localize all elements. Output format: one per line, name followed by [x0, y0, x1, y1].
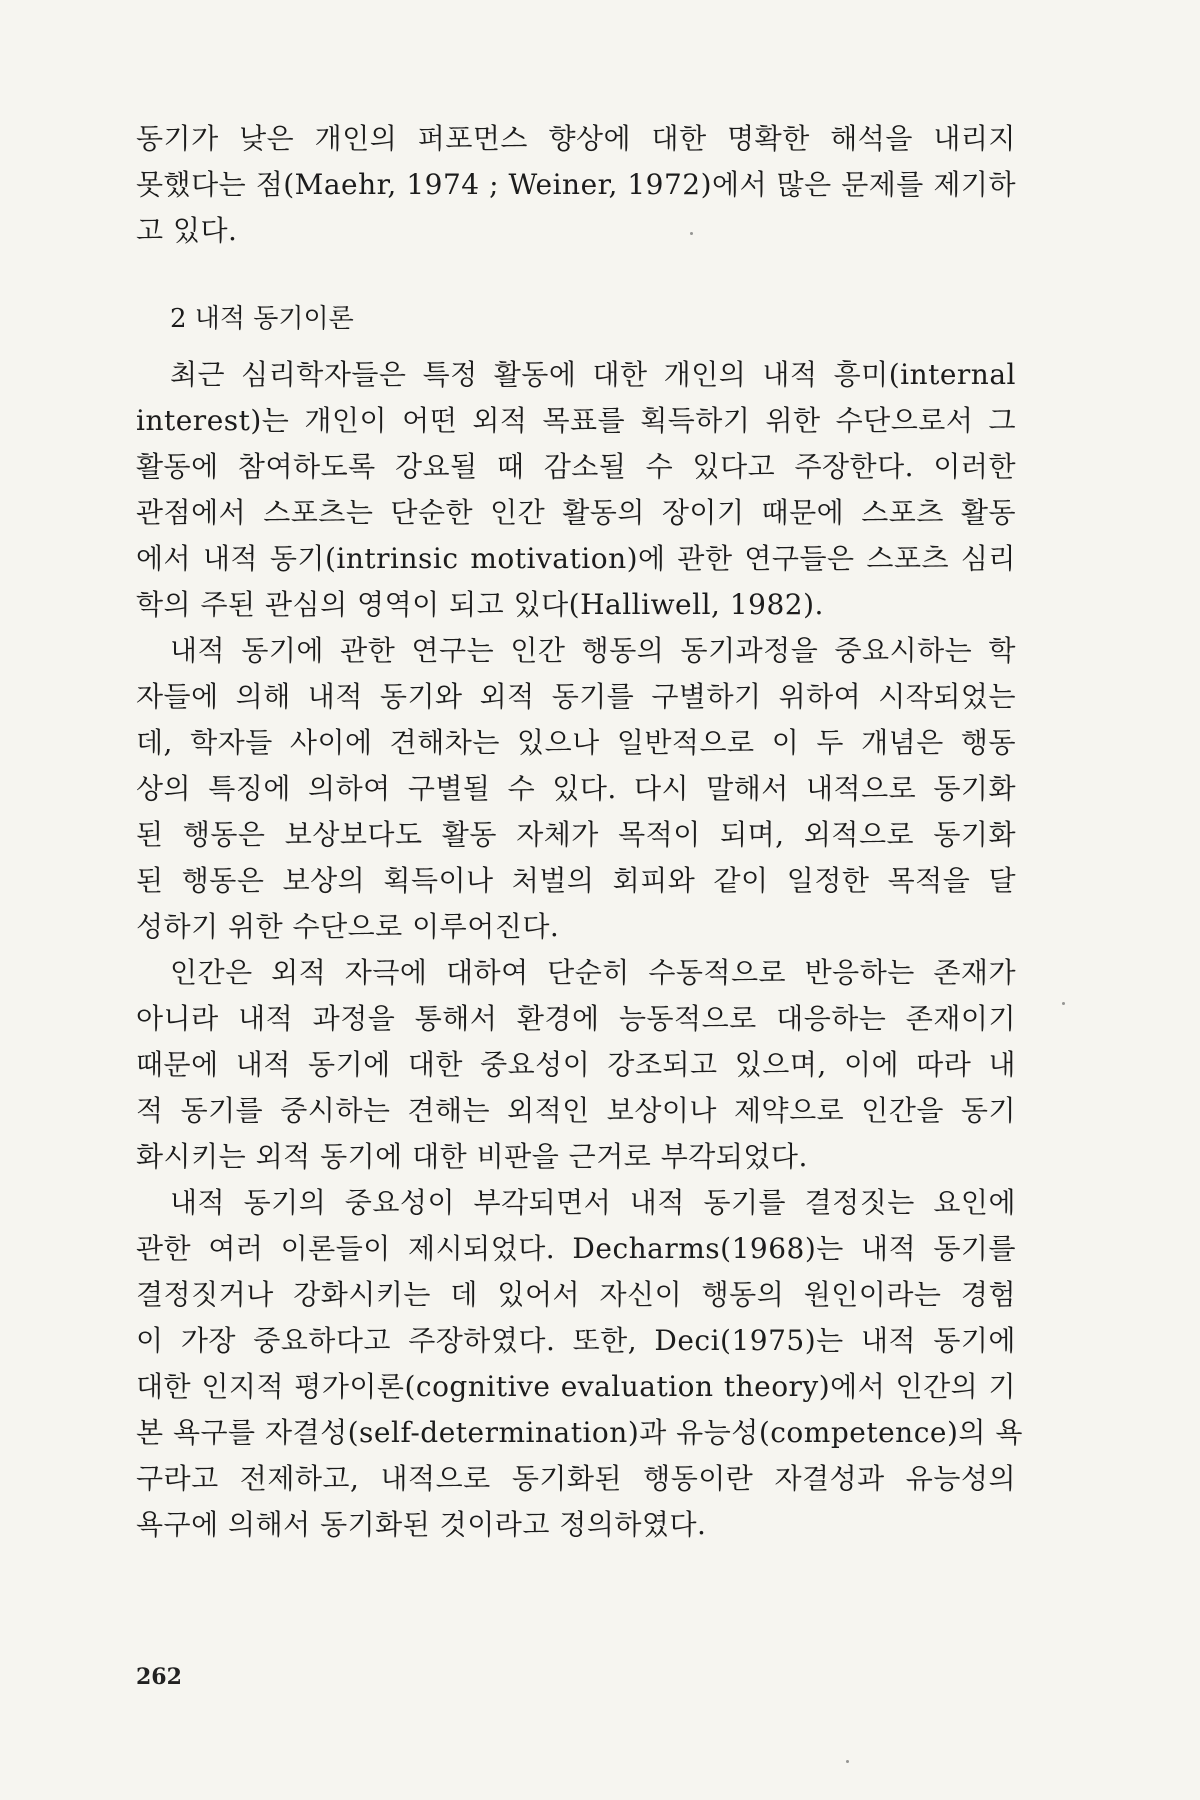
text-line: interest)는 개인이 어떤 외적 목표를 획득하기 위한 수단으로서 그: [136, 404, 1016, 437]
scan-speck: [1062, 1002, 1065, 1005]
page-number: 262: [136, 1664, 182, 1690]
text-line: 화시키는 외적 동기에 대한 비판을 근거로 부각되었다.: [136, 1140, 808, 1173]
text-line: 때문에 내적 동기에 대한 중요성이 강조되고 있으며, 이에 따라 내: [136, 1048, 1016, 1081]
text-line: 자들에 의해 내적 동기와 외적 동기를 구별하기 위하여 시작되었는: [136, 680, 1016, 713]
text-line: 못했다는 점(Maehr, 1974 ; Weiner, 1972)에서 많은 문제를 제기하: [136, 168, 1016, 201]
text-line: 적 동기를 중시하는 견해는 외적인 보상이나 제약으로 인간을 동기: [136, 1094, 1016, 1127]
text-line: 데, 학자들 사이에 견해차는 있으나 일반적으로 이 두 개념은 행동: [136, 726, 1016, 759]
text-line: 구라고 전제하고, 내적으로 동기화된 행동이란 자결성과 유능성의: [136, 1462, 1016, 1495]
section-heading: 2 내적 동기이론: [170, 304, 354, 334]
text-line: 고 있다.: [136, 214, 238, 247]
text-line: 대한 인지적 평가이론(cognitive evaluation theory)에서 인간의 기: [136, 1370, 1016, 1403]
text-line: 인간은 외적 자극에 대하여 단순히 수동적으로 반응하는 존재가: [170, 956, 1016, 989]
paragraph: [136, 628, 1016, 950]
text-line: 된 행동은 보상의 획득이나 처벌의 회피와 같이 일정한 목적을 달: [136, 864, 1016, 897]
text-line: 성하기 위한 수단으로 이루어진다.: [136, 910, 560, 943]
scan-speck: [690, 232, 693, 235]
text-line: 내적 동기의 중요성이 부각되면서 내적 동기를 결정짓는 요인에: [170, 1186, 1016, 1219]
text-line: 관점에서 스포츠는 단순한 인간 활동의 장이기 때문에 스포츠 활동: [136, 496, 1016, 529]
body-text: [136, 352, 1023, 1548]
text-line: 최근 심리학자들은 특정 활동에 대한 개인의 내적 흥미(internal: [170, 358, 1016, 391]
continued-paragraph: [136, 116, 1016, 254]
text-line: 상의 특징에 의하여 구별될 수 있다. 다시 말해서 내적으로 동기화: [136, 772, 1016, 805]
text-line: 활동에 참여하도록 강요될 때 감소될 수 있다고 주장한다. 이러한: [136, 450, 1016, 483]
text-line: 학의 주된 관심의 영역이 되고 있다(Halliwell, 1982).: [136, 588, 824, 621]
paragraph: [136, 950, 1016, 1180]
text-line: 에서 내적 동기(intrinsic motivation)에 관한 연구들은 스포츠 심리: [136, 542, 1016, 575]
paragraph: [136, 1180, 1023, 1548]
text-line: 내적 동기에 관한 연구는 인간 행동의 동기과정을 중요시하는 학: [170, 634, 1016, 667]
text-line: 결정짓거나 강화시키는 데 있어서 자신이 행동의 원인이라는 경험: [136, 1278, 1016, 1311]
paragraph: [136, 352, 1016, 628]
text-line: 된 행동은 보상보다도 활동 자체가 목적이 되며, 외적으로 동기화: [136, 818, 1016, 851]
text-line: 이 가장 중요하다고 주장하였다. 또한, Deci(1975)는 내적 동기에: [136, 1324, 1016, 1357]
text-line: 본 욕구를 자결성(self-determination)과 유능성(competence)의 욕: [136, 1416, 1023, 1449]
text-line: 욕구에 의해서 동기화된 것이라고 정의하였다.: [136, 1508, 707, 1541]
text-line: 아니라 내적 과정을 통해서 환경에 능동적으로 대응하는 존재이기: [136, 1002, 1016, 1035]
scan-speck: [846, 1760, 849, 1763]
text-line: 관한 여러 이론들이 제시되었다. Decharms(1968)는 내적 동기를: [136, 1232, 1016, 1265]
text-line: 동기가 낮은 개인의 퍼포먼스 향상에 대한 명확한 해석을 내리지: [136, 122, 1016, 155]
